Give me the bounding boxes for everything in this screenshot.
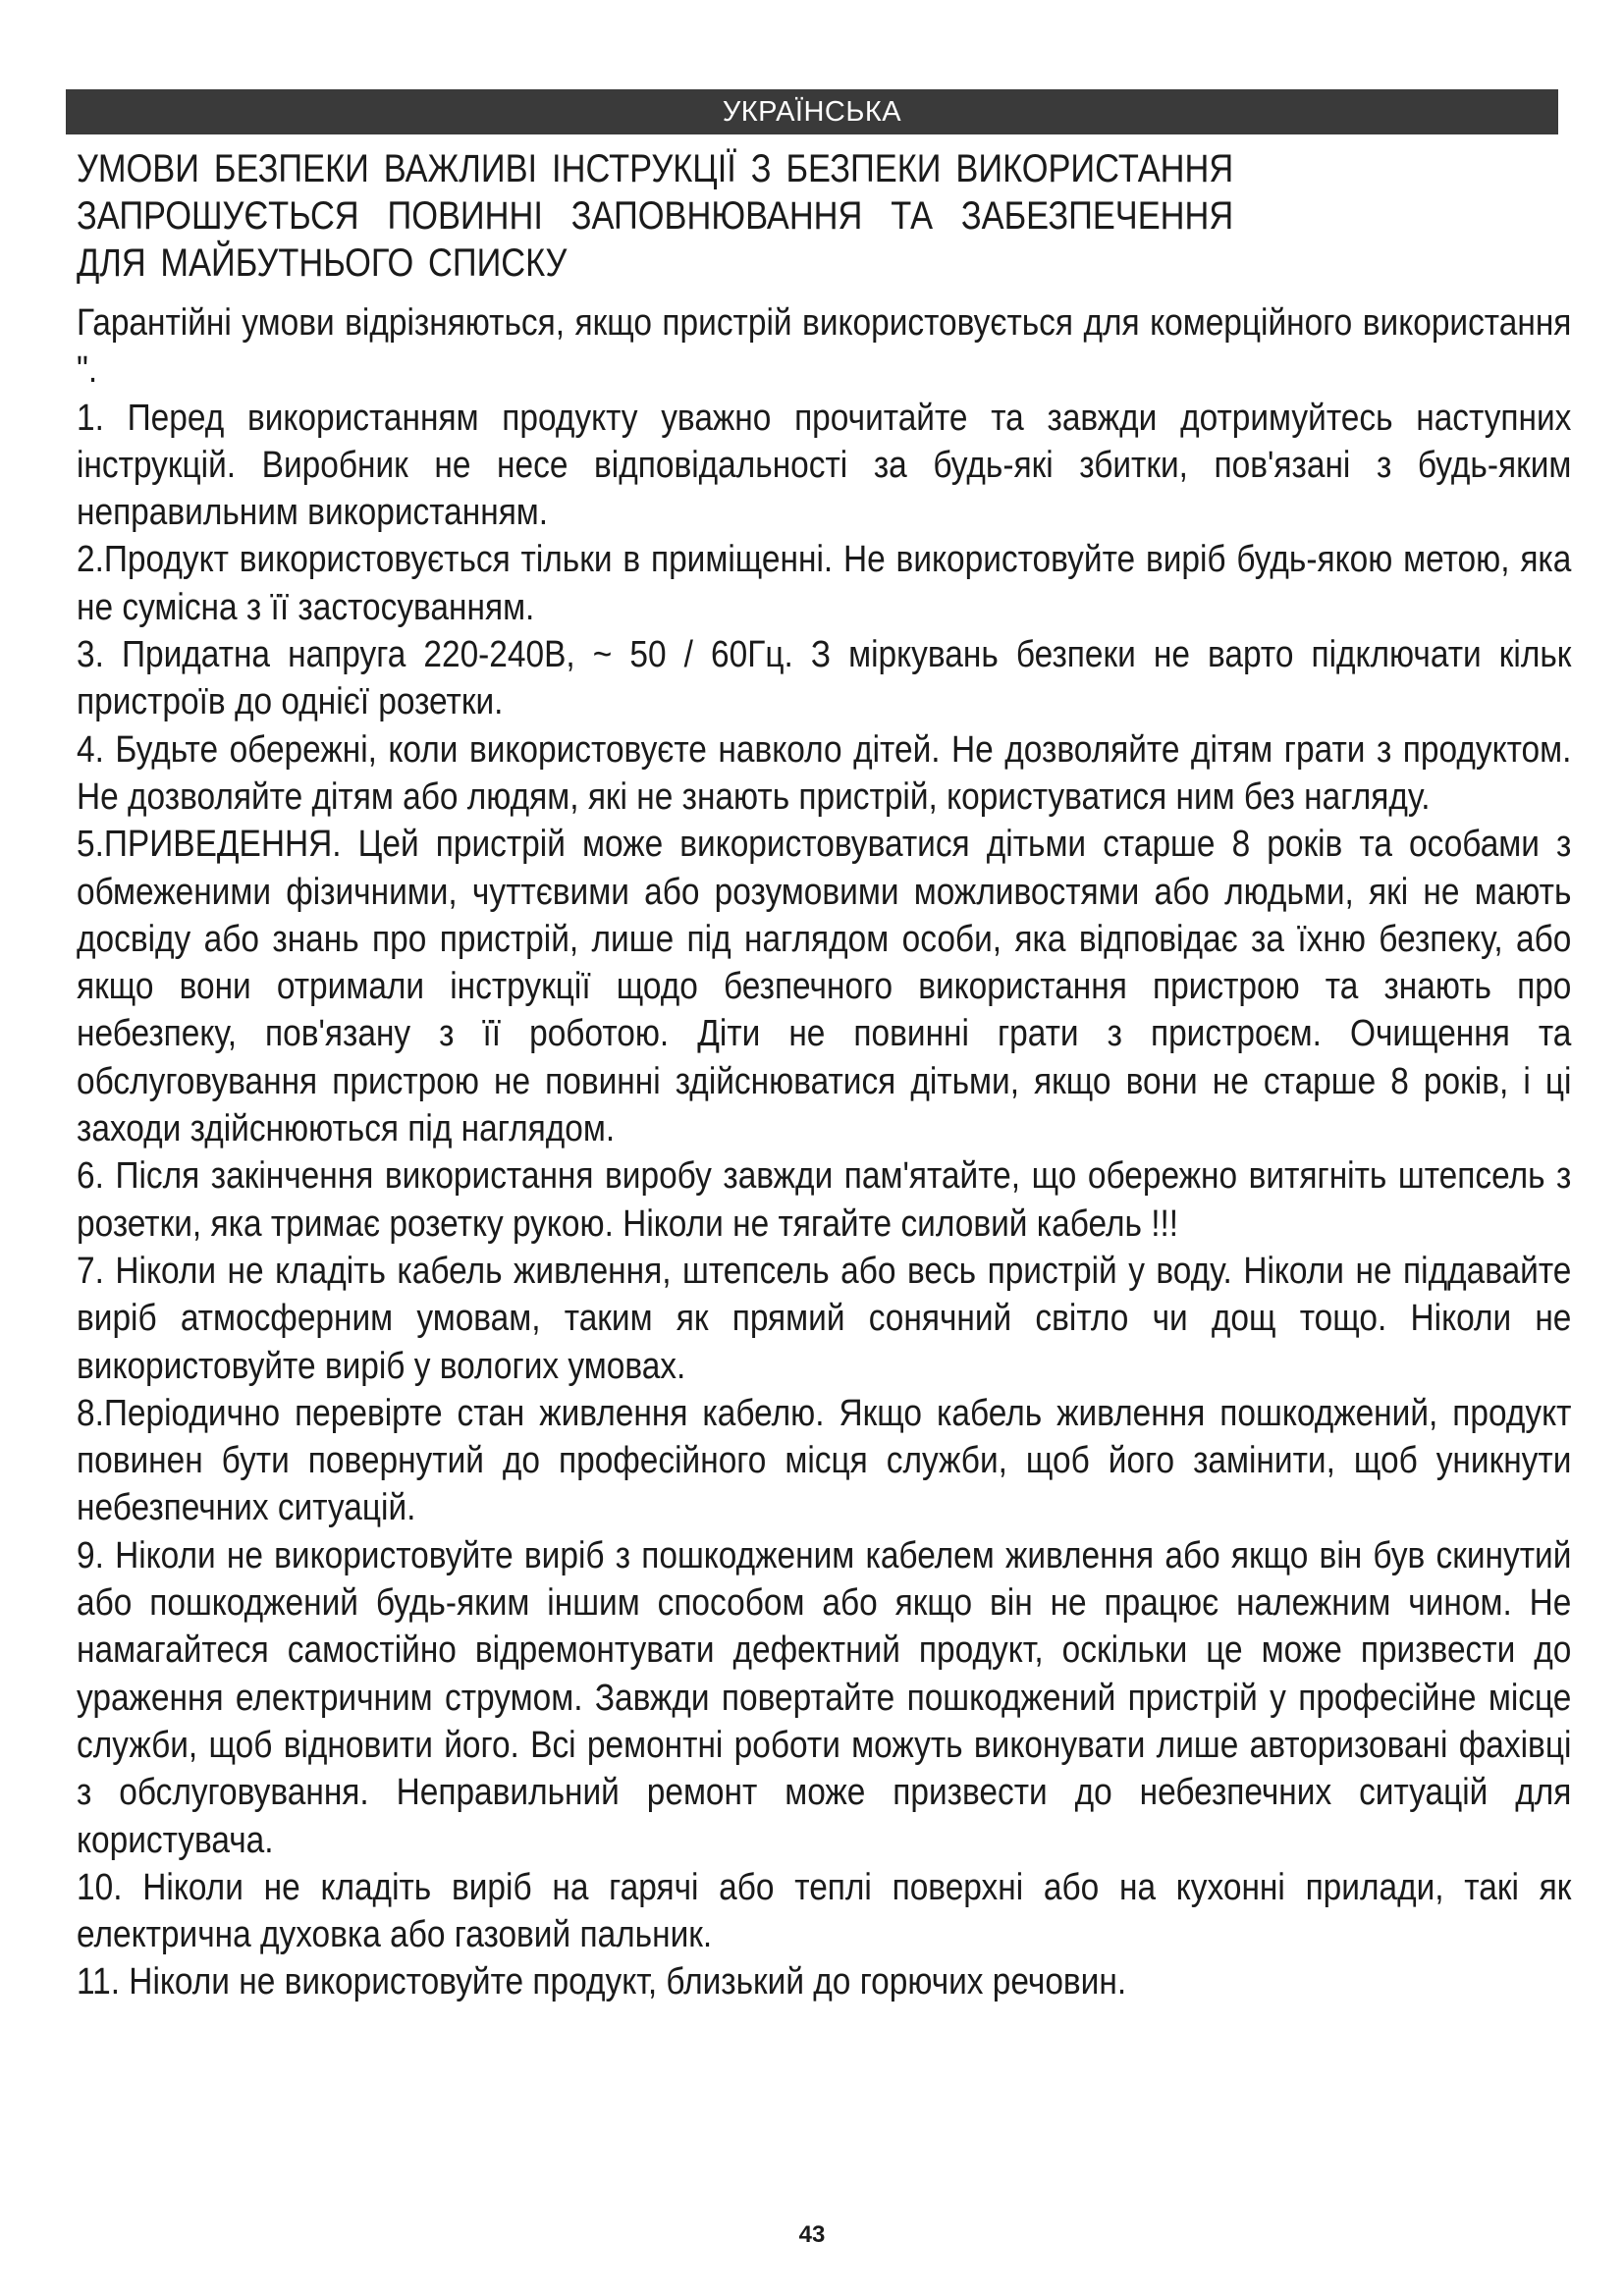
page-number: 43 (798, 2221, 826, 2248)
instruction-item: 10. Ніколи не кладіть виріб на гарячі або теплі поверхні або на кухонні прилади, такі як електрична духовка або газовий пальник. (77, 1866, 1572, 1956)
safety-title: УМОВИ БЕЗПЕКИ ВАЖЛИВІ ІНСТРУКЦІЇ З БЕЗПЕКИ ВИКОРИСТАННЯ ЗАПРОШУЄТЬСЯ ПОВИННІ ЗАПОВНЮВАННЯ ТА ЗАБЕЗПЕЧЕННЯ ДЛЯ МАЙБУТНЬОГО СПИСКУ (77, 147, 1234, 285)
instruction-item: 7. Ніколи не кладіть кабель живлення, штепсель або весь пристрій у воду. Ніколи не піддавайте виріб атмосферним умовам, таким як прямий сонячний світло чи дощ тощо. Ніколи не використовуйте виріб у вологих умовах. (77, 1250, 1572, 1387)
language-label: УКРАЇНСЬКА (722, 96, 902, 128)
instruction-item: 4. Будьте обережні, коли використовуєте навколо дітей. Не дозволяйте дітям грати з продуктом. Не дозволяйте дітям або людям, які не знають пристрій, користуватися ним без нагляду. (77, 728, 1572, 818)
instruction-item: 11. Ніколи не використовуйте продукт, близький до горючих речовин. (77, 1961, 1127, 2003)
warranty-note: Гарантійні умови відрізняються, якщо пристрій використовується для комерційного використання ". (77, 302, 1572, 392)
language-header-bar (66, 89, 1558, 134)
instruction-item: 6. Після закінчення використання виробу завжди пам'ятайте, що обережно витягніть штепсель з розетки, яка тримає розетку рукою. Ніколи не тягайте силовий кабель !!! (77, 1155, 1572, 1245)
instruction-item: 5.ПРИВЕДЕННЯ. Цей пристрій може використовуватися дітьми старше 8 років та особами з обмеженими фізичними, чуттєвими або розумовими можливостями або людьми, які не мають досвіду або знань про пристрій, лише під наглядом особи, яка відповідає за їхню безпеку, або якщо вони отримали інструкції щодо безпечного використання пристрою та знають про небезпеку, пов'язану з її роботою. Діти не повинні грати з пристроєм. Очищення та обслуговування пристрою не повинні здійснюватися дітьми, якщо вони не старше 8 років, і ці заходи здійснюються під наглядом. (77, 824, 1572, 1150)
instruction-item: 9. Ніколи не використовуйте виріб з пошкодженим кабелем живлення або якщо він був скинутий або пошкоджений будь-яким іншим способом або якщо він не працює належним чином. Не намагайтеся самостійно відремонтувати дефектний продукт, оскільки це може призвести до ураження електричним струмом. Завжди повертайте пошкоджений пристрій у професійне місце служби, щоб відновити його. Всі ремонтні роботи можуть виконувати лише авторизовані фахівці з обслуговування. Неправильний ремонт може призвести до небезпечних ситуацій для користувача. (77, 1534, 1572, 1861)
manual-page (66, 0, 1572, 2296)
instruction-item: 8.Періодично перевірте стан живлення кабелю. Якщо кабель живлення пошкоджений, продукт повинен бути повернутий до професійного місця служби, щоб його замінити, щоб уникнути небезпечних ситуацій. (77, 1392, 1572, 1529)
instruction-item: 1. Перед використанням продукту уважно прочитайте та завжди дотримуйтесь наступних інструкцій. Виробник не несе відповідальності за будь-які збитки, пов'язані з будь-яким неправильним використанням. (77, 397, 1572, 534)
instruction-item: 3. Придатна напруга 220-240В, ~ 50 / 60Гц. З міркувань безпеки не варто підключати кільк пристроїв до однієї розетки. (77, 634, 1572, 723)
safety-instructions (77, 299, 1571, 2006)
instruction-item: 2.Продукт використовується тільки в приміщенні. Не використовуйте виріб будь-якою метою, яка не сумісна з її застосуванням. (77, 539, 1572, 628)
